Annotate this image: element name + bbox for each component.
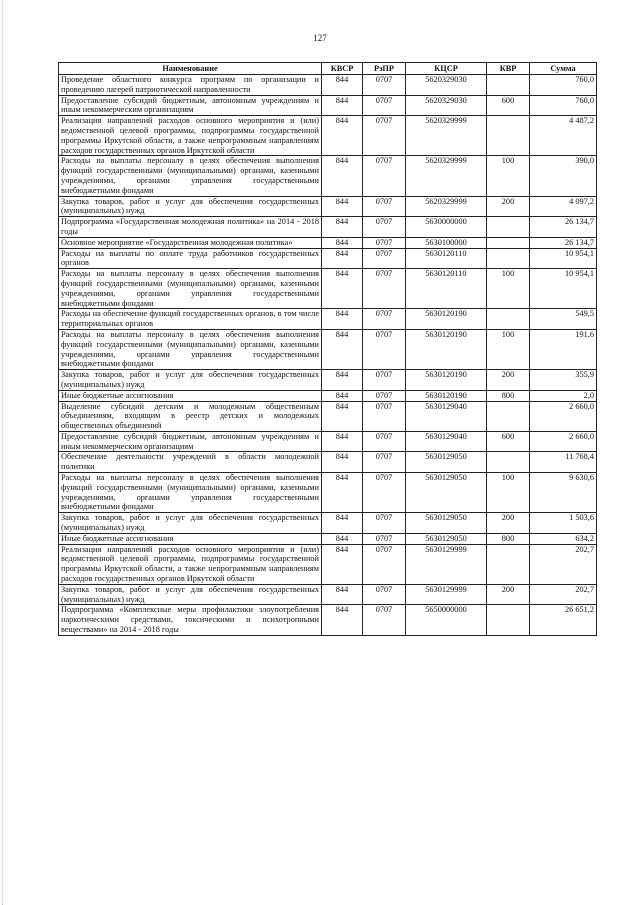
table-row [59,196,597,217]
cell-kvsr: 844 [322,584,363,605]
cell-name: Закупка товаров, работ и услуг для обеспечения государственных (муниципальных) нужд [59,196,322,217]
cell-kcsr: 5630000000 [406,217,487,238]
cell-kvr: 600 [487,95,530,116]
cell-kcsr: 5630120190 [406,309,487,330]
cell-rzpr: 0707 [363,390,406,401]
cell-rzpr: 0707 [363,544,406,584]
header-name: Наименование [59,63,322,75]
table-row [59,452,597,473]
cell-kvsr: 844 [322,390,363,401]
cell-rzpr: 0707 [363,116,406,156]
cell-kcsr: 5630129999 [406,544,487,584]
cell-kcsr: 5630129050 [406,513,487,534]
header-kcsr: КЦСР [406,63,487,75]
table-row [59,156,597,196]
table-row [59,370,597,391]
cell-kvsr: 844 [322,533,363,544]
cell-name: Проведение областного конкурса программ по организации и проведению лагерей патриотической направленности [59,75,322,96]
cell-kcsr: 5630129040 [406,401,487,431]
cell-kcsr: 5620329999 [406,116,487,156]
table-row [59,544,597,584]
cell-kvsr: 844 [322,116,363,156]
cell-kvr: 100 [487,269,530,309]
cell-kcsr: 5630129050 [406,452,487,473]
cell-name: Расходы на обеспечение функций государственных органов, в том числе территориальных органов [59,309,322,330]
page-number: 127 [313,33,327,43]
cell-name: Расходы на выплаты персоналу в целях обеспечения выполнения функций государственными (муниципальными) органами, казенными учреждениями, органами управления государственными внебюджетными фондами [59,269,322,309]
cell-kvsr: 844 [322,269,363,309]
cell-name: Закупка товаров, работ и услуг для обеспечения государственных (муниципальных) нужд [59,513,322,534]
cell-name: Расходы на выплаты персоналу в целях обеспечения выполнения функций государственными (муниципальными) органами, казенными учреждениями, органами управления государственными внебюджетными фондами [59,329,322,369]
cell-kvr: 100 [487,329,530,369]
cell-kvr [487,248,530,269]
table-row [59,584,597,605]
table-row [59,248,597,269]
table-row [59,309,597,330]
cell-kcsr: 5630120190 [406,390,487,401]
cell-rzpr: 0707 [363,401,406,431]
cell-rzpr: 0707 [363,217,406,238]
header-kvsr: КВСР [322,63,363,75]
header-kvr: КВР [487,63,530,75]
cell-name: Расходы на выплаты персоналу в целях обеспечения выполнения функций государственными (муниципальными) органами, казенными учреждениями, органами управления государственными внебюджетными фондами [59,156,322,196]
cell-kvr: 800 [487,390,530,401]
cell-kvr: 100 [487,156,530,196]
cell-sum: 355,9 [530,370,597,391]
cell-name: Иные бюджетные ассигнования [59,390,322,401]
cell-sum: 26 134,7 [530,217,597,238]
cell-rzpr: 0707 [363,196,406,217]
cell-rzpr: 0707 [363,248,406,269]
cell-name: Закупка товаров, работ и услуг для обеспечения государственных (муниципальных) нужд [59,584,322,605]
cell-rzpr: 0707 [363,95,406,116]
cell-kvr: 200 [487,196,530,217]
cell-name: Закупка товаров, работ и услуг для обеспечения государственных (муниципальных) нужд [59,370,322,391]
cell-name: Расходы на выплаты персоналу в целях обеспечения выполнения функций государственными (муниципальными) органами, казенными учреждениями, органами управления государственными внебюджетными фондами [59,473,322,513]
cell-rzpr: 0707 [363,431,406,452]
cell-kvsr: 844 [322,431,363,452]
table-row [59,605,597,635]
cell-sum: 26 134,7 [530,237,597,248]
cell-rzpr: 0707 [363,584,406,605]
cell-kcsr: 5630129040 [406,431,487,452]
cell-kvsr: 844 [322,473,363,513]
cell-kcsr: 5650000000 [406,605,487,635]
table-row [59,116,597,156]
cell-kvsr: 844 [322,95,363,116]
table-header-row [59,63,597,75]
cell-name: Основное мероприятие «Государственная молодежная политика» [59,237,322,248]
cell-rzpr: 0707 [363,513,406,534]
cell-kvsr: 844 [322,370,363,391]
cell-rzpr: 0707 [363,605,406,635]
cell-name: Реализация направлений расходов основного мероприятия и (или) ведомственной целевой программы, подпрограммы государственной программы Иркутской области, а также непрограммным направлениям расходов государственных органов Иркутской области [59,544,322,584]
cell-name: Подпрограмма «Комплексные меры профилактики злоупотребления наркотическими средствами, токсическими и психотропными веществами» на 2014 - 2018 годы [59,605,322,635]
cell-kcsr: 5630120110 [406,269,487,309]
cell-name: Обеспечение деятельности учреждений в области молодежной политики [59,452,322,473]
cell-sum: 634,2 [530,533,597,544]
table-row [59,513,597,534]
cell-kcsr: 5630120190 [406,329,487,369]
cell-kvr [487,544,530,584]
table-row [59,533,597,544]
cell-kvsr: 844 [322,248,363,269]
table-row [59,431,597,452]
cell-sum: 191,6 [530,329,597,369]
cell-kvsr: 844 [322,401,363,431]
budget-table [58,62,597,636]
cell-sum: 10 954,1 [530,269,597,309]
cell-kvr [487,605,530,635]
cell-rzpr: 0707 [363,75,406,96]
cell-kcsr: 5620329999 [406,196,487,217]
header-sum: Сумма [530,63,597,75]
cell-kvsr: 844 [322,452,363,473]
scan-edge [2,0,4,905]
cell-kvr: 200 [487,513,530,534]
cell-kcsr: 5620329999 [406,156,487,196]
cell-sum: 760,0 [530,75,597,96]
table-row [59,75,597,96]
cell-kcsr: 5630120190 [406,370,487,391]
cell-kvr [487,237,530,248]
cell-kvr: 800 [487,533,530,544]
cell-rzpr: 0707 [363,533,406,544]
table-row [59,237,597,248]
cell-kcsr: 5630129050 [406,533,487,544]
cell-kcsr: 5630129999 [406,584,487,605]
cell-kvsr: 844 [322,75,363,96]
cell-name: Предоставление субсидий бюджетным, автономным учреждениям и иным некоммерческим организациям [59,95,322,116]
cell-kvsr: 844 [322,309,363,330]
cell-kvsr: 844 [322,329,363,369]
cell-kvr: 100 [487,473,530,513]
cell-name: Иные бюджетные ассигнования [59,533,322,544]
table-row [59,473,597,513]
cell-kvsr: 844 [322,156,363,196]
cell-kvr: 200 [487,370,530,391]
table-row [59,269,597,309]
cell-kvsr: 844 [322,217,363,238]
cell-sum: 1 503,6 [530,513,597,534]
table-body [59,75,597,636]
cell-name: Расходы на выплаты по оплате труда работников государственных органов [59,248,322,269]
cell-rzpr: 0707 [363,156,406,196]
cell-rzpr: 0707 [363,452,406,473]
cell-kvsr: 844 [322,605,363,635]
table-row [59,329,597,369]
cell-kvr [487,75,530,96]
cell-sum: 10 954,1 [530,248,597,269]
cell-kcsr: 5630120110 [406,248,487,269]
cell-kvr: 200 [487,584,530,605]
cell-sum: 390,0 [530,156,597,196]
cell-rzpr: 0707 [363,269,406,309]
table-row [59,217,597,238]
cell-name: Реализация направлений расходов основного мероприятия и (или) ведомственной целевой программы, подпрограммы государственной программы Иркутской области, а также непрограммным направлениям расходов государственных органов Иркутской области [59,116,322,156]
cell-rzpr: 0707 [363,370,406,391]
cell-sum: 202,7 [530,584,597,605]
cell-kvsr: 844 [322,237,363,248]
cell-kcsr: 5630100000 [406,237,487,248]
table-row [59,401,597,431]
cell-sum: 11 768,4 [530,452,597,473]
cell-kvr [487,217,530,238]
cell-name: Подпрограмма «Государственная молодежная политика» на 2014 - 2018 годы [59,217,322,238]
table-row [59,390,597,401]
cell-kvsr: 844 [322,544,363,584]
cell-sum: 2 660,0 [530,431,597,452]
table-row [59,95,597,116]
cell-sum: 2,0 [530,390,597,401]
cell-sum: 202,7 [530,544,597,584]
cell-sum: 2 660,0 [530,401,597,431]
cell-kvr [487,401,530,431]
cell-rzpr: 0707 [363,309,406,330]
cell-kcsr: 5620329030 [406,95,487,116]
cell-kcsr: 5630129050 [406,473,487,513]
cell-kvr [487,309,530,330]
cell-sum: 4 487,2 [530,116,597,156]
cell-kvr: 600 [487,431,530,452]
header-rzpr: РзПР [363,63,406,75]
cell-sum: 26 651,2 [530,605,597,635]
cell-kvsr: 844 [322,513,363,534]
cell-sum: 760,0 [530,95,597,116]
cell-rzpr: 0707 [363,237,406,248]
cell-name: Предоставление субсидий бюджетным, автономным учреждениям и иным некоммерческим организациям [59,431,322,452]
cell-sum: 9 630,6 [530,473,597,513]
cell-kcsr: 5620329030 [406,75,487,96]
cell-sum: 549,5 [530,309,597,330]
cell-kvr [487,116,530,156]
cell-rzpr: 0707 [363,473,406,513]
cell-rzpr: 0707 [363,329,406,369]
cell-kvsr: 844 [322,196,363,217]
cell-sum: 4 097,2 [530,196,597,217]
cell-kvr [487,452,530,473]
cell-name: Выделение субсидий детским и молодежным общественным объединениям, входящим в реестр детских и молодежных общественных объединений [59,401,322,431]
